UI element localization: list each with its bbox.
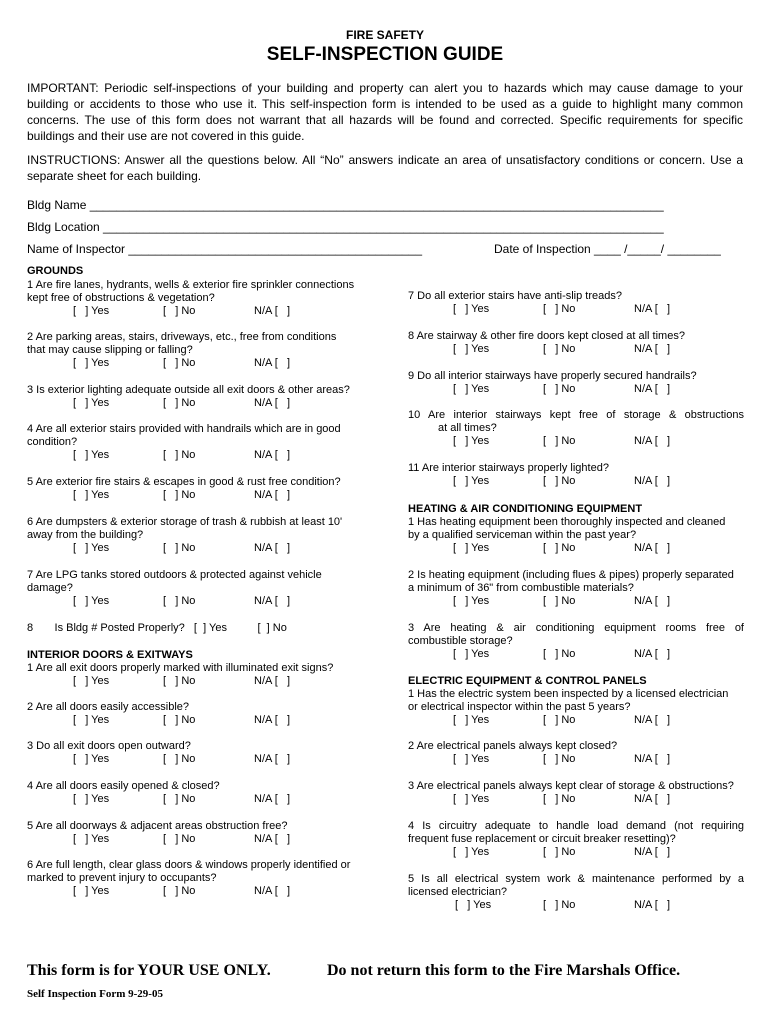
answer-row [27, 675, 367, 689]
important-line-2: building or accidents to those who use it. This self-inspection form is intended to be used as a guide to highlight many common [27, 97, 743, 111]
question-text: 2 Is heating equipment (including flues & pipes) properly separated [408, 569, 734, 581]
question-text: 4 Are all doors easily opened & closed? [27, 780, 220, 792]
instructions-line-1: INSTRUCTIONS: Answer all the questions below. All “No” answers indicate an area of unsatisfactory conditions or concern. Use a [27, 153, 743, 167]
question-text: 7 Do all exterior stairs have anti-slip treads? [408, 290, 622, 302]
na-checkbox[interactable]: N/A [ ] [254, 675, 291, 687]
question-text: 3 Are heating & air conditioning equipment rooms free of [408, 622, 744, 634]
question-text: licensed electrician? [408, 886, 508, 898]
yes-checkbox[interactable]: [ ] Yes [73, 595, 110, 607]
na-checkbox[interactable]: N/A [ ] [634, 846, 671, 858]
no-checkbox[interactable]: [ ] No [543, 846, 576, 858]
no-checkbox[interactable]: [ ] No [543, 383, 576, 395]
question-electric-2 [408, 740, 744, 765]
na-checkbox[interactable]: N/A [ ] [254, 489, 291, 501]
question-text: 2 Are all doors easily accessible? [27, 701, 190, 713]
answer-row [408, 846, 744, 860]
answer-row [408, 595, 744, 609]
answer-row [27, 397, 367, 411]
na-checkbox[interactable]: N/A [ ] [254, 793, 291, 805]
na-checkbox[interactable]: N/A [ ] [254, 833, 291, 845]
question-text: by a qualified serviceman within the past year? [408, 529, 637, 541]
question-text: 1 Has the electric system been inspected by a licensed electrician [408, 688, 729, 700]
question-text: 9 Do all interior stairways have properly secured handrails? [408, 370, 697, 382]
no-checkbox[interactable]: [ ] No [163, 305, 196, 317]
no-checkbox[interactable]: [ ] No [163, 833, 196, 845]
question-grounds-r7 [408, 290, 744, 315]
question-text: damage? [27, 582, 73, 594]
question-text: a minimum of 36" from combustible materials? [408, 582, 634, 594]
na-checkbox[interactable]: N/A [ ] [254, 397, 291, 409]
yes-checkbox[interactable]: [ ] Yes [453, 648, 490, 660]
form-title: SELF-INSPECTION GUIDE [266, 44, 504, 65]
answer-row [408, 303, 744, 317]
inspector-name-field[interactable]: Name of Inspector ____________________________________________ [27, 242, 423, 256]
yes-checkbox[interactable]: [ ] Yes [73, 489, 110, 501]
answer-row [408, 793, 744, 807]
no-checkbox[interactable]: [ ] No [163, 489, 196, 501]
no-checkbox[interactable]: [ ] No [163, 714, 196, 726]
no-checkbox[interactable]: [ ] No [163, 753, 196, 765]
question-grounds-r11 [408, 462, 744, 487]
question-interior-3 [27, 740, 367, 765]
question-heating-2 [408, 569, 744, 607]
no-checkbox[interactable]: [ ] No [163, 542, 196, 554]
question-grounds-4 [27, 423, 367, 461]
answer-row [27, 753, 367, 767]
no-checkbox[interactable]: [ ] No [163, 885, 196, 897]
question-text: 5 Is all electrical system work & maintenance performed by a [408, 873, 744, 885]
important-paragraph [27, 80, 743, 144]
answer-row [408, 899, 744, 913]
yes-checkbox[interactable]: [ ] Yes [73, 305, 110, 317]
grounds-heading: GROUNDS [27, 265, 84, 277]
no-checkbox[interactable]: [ ] No [543, 753, 576, 765]
bldg-name-field[interactable]: Bldg Name ______________________________________________________________________________________ [27, 198, 664, 212]
heating-heading: HEATING & AIR CONDITIONING EQUIPMENT [408, 503, 643, 515]
question-text: combustible storage? [408, 635, 513, 647]
yes-checkbox[interactable]: [ ] Yes [73, 449, 110, 461]
question-text: 5 Are exterior fire stairs & escapes in good & rust free condition? [27, 476, 341, 488]
question-text: 1 Has heating equipment been thoroughly inspected and cleaned [408, 516, 726, 528]
bldg-location-field[interactable]: Bldg Location ____________________________________________________________________________________ [27, 220, 664, 234]
question-text: 8 Are stairway & other fire doors kept closed at all times? [408, 330, 685, 342]
no-checkbox[interactable]: [ ] No [163, 449, 196, 461]
na-checkbox[interactable]: N/A [ ] [254, 449, 291, 461]
yes-checkbox[interactable]: [ ] Yes [453, 793, 490, 805]
question-interior-1 [27, 662, 367, 687]
answer-row [27, 793, 367, 807]
yes-checkbox[interactable]: [ ] Yes [455, 899, 492, 911]
na-checkbox[interactable]: N/A [ ] [634, 648, 671, 660]
question-grounds-r10 [408, 409, 744, 447]
question-text: at all times? [438, 422, 497, 434]
question-text: or electrical inspector within the past 5 years? [408, 701, 631, 713]
yes-checkbox[interactable]: [ ] Yes [73, 357, 110, 369]
na-checkbox[interactable]: N/A [ ] [634, 899, 671, 911]
answer-row [408, 714, 744, 728]
question-text: 1 Are all exit doors properly marked with illuminated exit signs? [27, 662, 334, 674]
yes-checkbox[interactable]: [ ] Yes [453, 475, 490, 487]
electric-heading: ELECTRIC EQUIPMENT & CONTROL PANELS [408, 675, 647, 687]
form-id: Self Inspection Form 9-29-05 [27, 988, 163, 1000]
na-checkbox[interactable]: N/A [ ] [634, 595, 671, 607]
na-checkbox[interactable]: N/A [ ] [634, 714, 671, 726]
important-line-3: concerns. The use of this form does not warrant that all hazards will be found and corrected. Specific requirements for specific [27, 113, 743, 127]
answer-row [408, 475, 744, 489]
question-text: 2 Are electrical panels always kept closed? [408, 740, 618, 752]
no-checkbox[interactable]: [ ] No [163, 793, 196, 805]
no-checkbox[interactable]: [ ] No [163, 397, 196, 409]
question-electric-1 [408, 688, 744, 726]
answer-row [27, 357, 367, 371]
yes-checkbox[interactable]: [ ] Yes [453, 595, 490, 607]
question-electric-3 [408, 780, 748, 805]
question-text: 3 Do all exit doors open outward? [27, 740, 191, 752]
question-grounds-r9 [408, 370, 744, 395]
na-checkbox[interactable]: N/A [ ] [254, 305, 291, 317]
no-checkbox[interactable]: [ ] No [543, 542, 576, 554]
question-text: 6 Are full length, clear glass doors & windows properly identified or [27, 859, 351, 871]
question-text: that may cause slipping or falling? [27, 344, 193, 356]
question-electric-4 [408, 820, 744, 858]
question-grounds-5 [27, 476, 367, 501]
important-line-1: IMPORTANT: Periodic self-inspections of your building and property can alert you to hazards which may cause damage to your [27, 81, 743, 95]
question-interior-6 [27, 859, 372, 897]
answer-row [408, 542, 744, 556]
na-checkbox[interactable]: N/A [ ] [254, 542, 291, 554]
yes-checkbox[interactable]: [ ] Yes [453, 846, 490, 858]
answer-row [27, 885, 367, 899]
yes-checkbox[interactable]: [ ] Yes [73, 833, 110, 845]
answer-row [408, 383, 744, 397]
no-checkbox[interactable]: [ ] No [543, 303, 576, 315]
no-checkbox[interactable]: [ ] No [163, 675, 196, 687]
answer-row [27, 542, 367, 556]
na-checkbox[interactable]: N/A [ ] [634, 753, 671, 765]
yes-checkbox[interactable]: [ ] Yes [73, 885, 110, 897]
question-text: condition? [27, 436, 78, 448]
question-interior-2 [27, 701, 367, 726]
yes-checkbox[interactable]: [ ] Yes [453, 343, 490, 355]
question-text: 1 Are fire lanes, hydrants, wells & exterior fire sprinkler connections [27, 279, 355, 291]
instructions-line-2: separate sheet for each building. [27, 169, 202, 183]
question-grounds-6 [27, 516, 367, 554]
question-electric-5 [408, 873, 744, 911]
question-interior-5 [27, 820, 367, 845]
answer-row [408, 343, 744, 357]
na-checkbox[interactable]: N/A [ ] [254, 595, 291, 607]
question-text: 5 Are all doorways & adjacent areas obstruction free? [27, 820, 288, 832]
na-checkbox[interactable]: N/A [ ] [634, 343, 671, 355]
na-checkbox[interactable]: N/A [ ] [634, 793, 671, 805]
yes-checkbox[interactable]: [ ] Yes [453, 714, 490, 726]
answer-row [27, 714, 367, 728]
yes-checkbox[interactable]: [ ] Yes [73, 793, 110, 805]
interior-doors-heading: INTERIOR DOORS & EXITWAYS [27, 649, 193, 661]
na-checkbox[interactable]: N/A [ ] [634, 475, 671, 487]
yes-checkbox[interactable]: [ ] Yes [73, 753, 110, 765]
na-checkbox[interactable]: N/A [ ] [254, 885, 291, 897]
answer-row [408, 753, 744, 767]
answer-row [27, 489, 367, 503]
instructions-paragraph [27, 152, 743, 184]
inspection-date-field[interactable]: Date of Inspection ____ /_____/ ________ [494, 242, 721, 256]
do-not-return-notice: Do not return this form to the Fire Marshals Office. [327, 962, 681, 979]
yes-checkbox[interactable]: [ ] Yes [453, 435, 490, 447]
question-text: frequent fuse replacement or circuit breaker resetting)? [408, 833, 676, 845]
no-checkbox[interactable]: [ ] No [543, 793, 576, 805]
na-checkbox[interactable]: N/A [ ] [254, 357, 291, 369]
na-checkbox[interactable]: N/A [ ] [254, 714, 291, 726]
answer-row [27, 305, 367, 319]
question-text: 4 Is circuitry adequate to handle load demand (not requiring [408, 820, 744, 832]
answer-row [27, 595, 367, 609]
na-checkbox[interactable]: N/A [ ] [634, 542, 671, 554]
na-checkbox[interactable]: N/A [ ] [634, 383, 671, 395]
question-interior-4 [27, 780, 367, 805]
question-grounds-2 [27, 331, 367, 369]
yes-checkbox[interactable]: [ ] Yes [453, 542, 490, 554]
important-line-4: buildings and their use are not covered in this guide. [27, 129, 305, 143]
yes-checkbox[interactable]: [ ] Yes [453, 753, 490, 765]
question-heating-3 [408, 622, 744, 660]
no-checkbox[interactable]: [ ] No [163, 357, 196, 369]
question-text: 3 Is exterior lighting adequate outside all exit doors & other areas? [27, 384, 350, 396]
no-checkbox[interactable]: [ ] No [543, 435, 576, 447]
answer-row [408, 435, 744, 449]
no-checkbox[interactable]: [ ] No [163, 595, 196, 607]
yes-checkbox[interactable]: [ ] Yes [73, 714, 110, 726]
no-checkbox[interactable]: [ ] No [543, 714, 576, 726]
question-text: marked to prevent injury to occupants? [27, 872, 217, 884]
na-checkbox[interactable]: N/A [ ] [254, 753, 291, 765]
no-checkbox[interactable]: [ ] No [543, 899, 576, 911]
question-text: 4 Are all exterior stairs provided with handrails which are in good [27, 423, 341, 435]
question-text: kept free of obstructions & vegetation? [27, 292, 215, 304]
yes-checkbox[interactable]: [ ] Yes [73, 675, 110, 687]
question-text: 2 Are parking areas, stairs, driveways, etc., free from conditions [27, 331, 337, 343]
question-text: 7 Are LPG tanks stored outdoors & protected against vehicle [27, 569, 322, 581]
yes-checkbox[interactable]: [ ] Yes [453, 383, 490, 395]
na-checkbox[interactable]: N/A [ ] [634, 435, 671, 447]
question-text: 11 Are interior stairways properly lighted? [408, 462, 609, 474]
no-checkbox[interactable]: [ ] No [543, 595, 576, 607]
no-checkbox[interactable]: [ ] No [543, 343, 576, 355]
yes-checkbox[interactable]: [ ] Yes [453, 303, 490, 315]
answer-row [408, 648, 744, 662]
answer-row [27, 449, 367, 463]
question-text: away from the building? [27, 529, 144, 541]
question-grounds-7 [27, 569, 367, 607]
question-text: 3 Are electrical panels always kept clear of storage & obstructions? [408, 780, 734, 792]
question-grounds-3 [27, 384, 367, 409]
yes-checkbox[interactable]: [ ] Yes [73, 397, 110, 409]
form-kicker: FIRE SAFETY [345, 28, 424, 42]
yes-checkbox[interactable]: [ ] Yes [73, 542, 110, 554]
no-checkbox[interactable]: [ ] No [543, 475, 576, 487]
answer-row [27, 833, 367, 847]
question-text: 10 Are interior stairways kept free of storage & obstructions [408, 409, 744, 421]
question-grounds-8[interactable]: 8 Is Bldg # Posted Properly? [ ] Yes [ ] No [27, 622, 287, 634]
na-checkbox[interactable]: N/A [ ] [634, 303, 671, 315]
no-checkbox[interactable]: [ ] No [543, 648, 576, 660]
question-heating-1 [408, 516, 744, 554]
question-grounds-1 [27, 279, 367, 317]
question-text: 6 Are dumpsters & exterior storage of trash & rubbish at least 10' [27, 516, 343, 528]
question-grounds-r8 [408, 330, 744, 355]
use-only-notice: This form is for YOUR USE ONLY. [27, 962, 271, 979]
